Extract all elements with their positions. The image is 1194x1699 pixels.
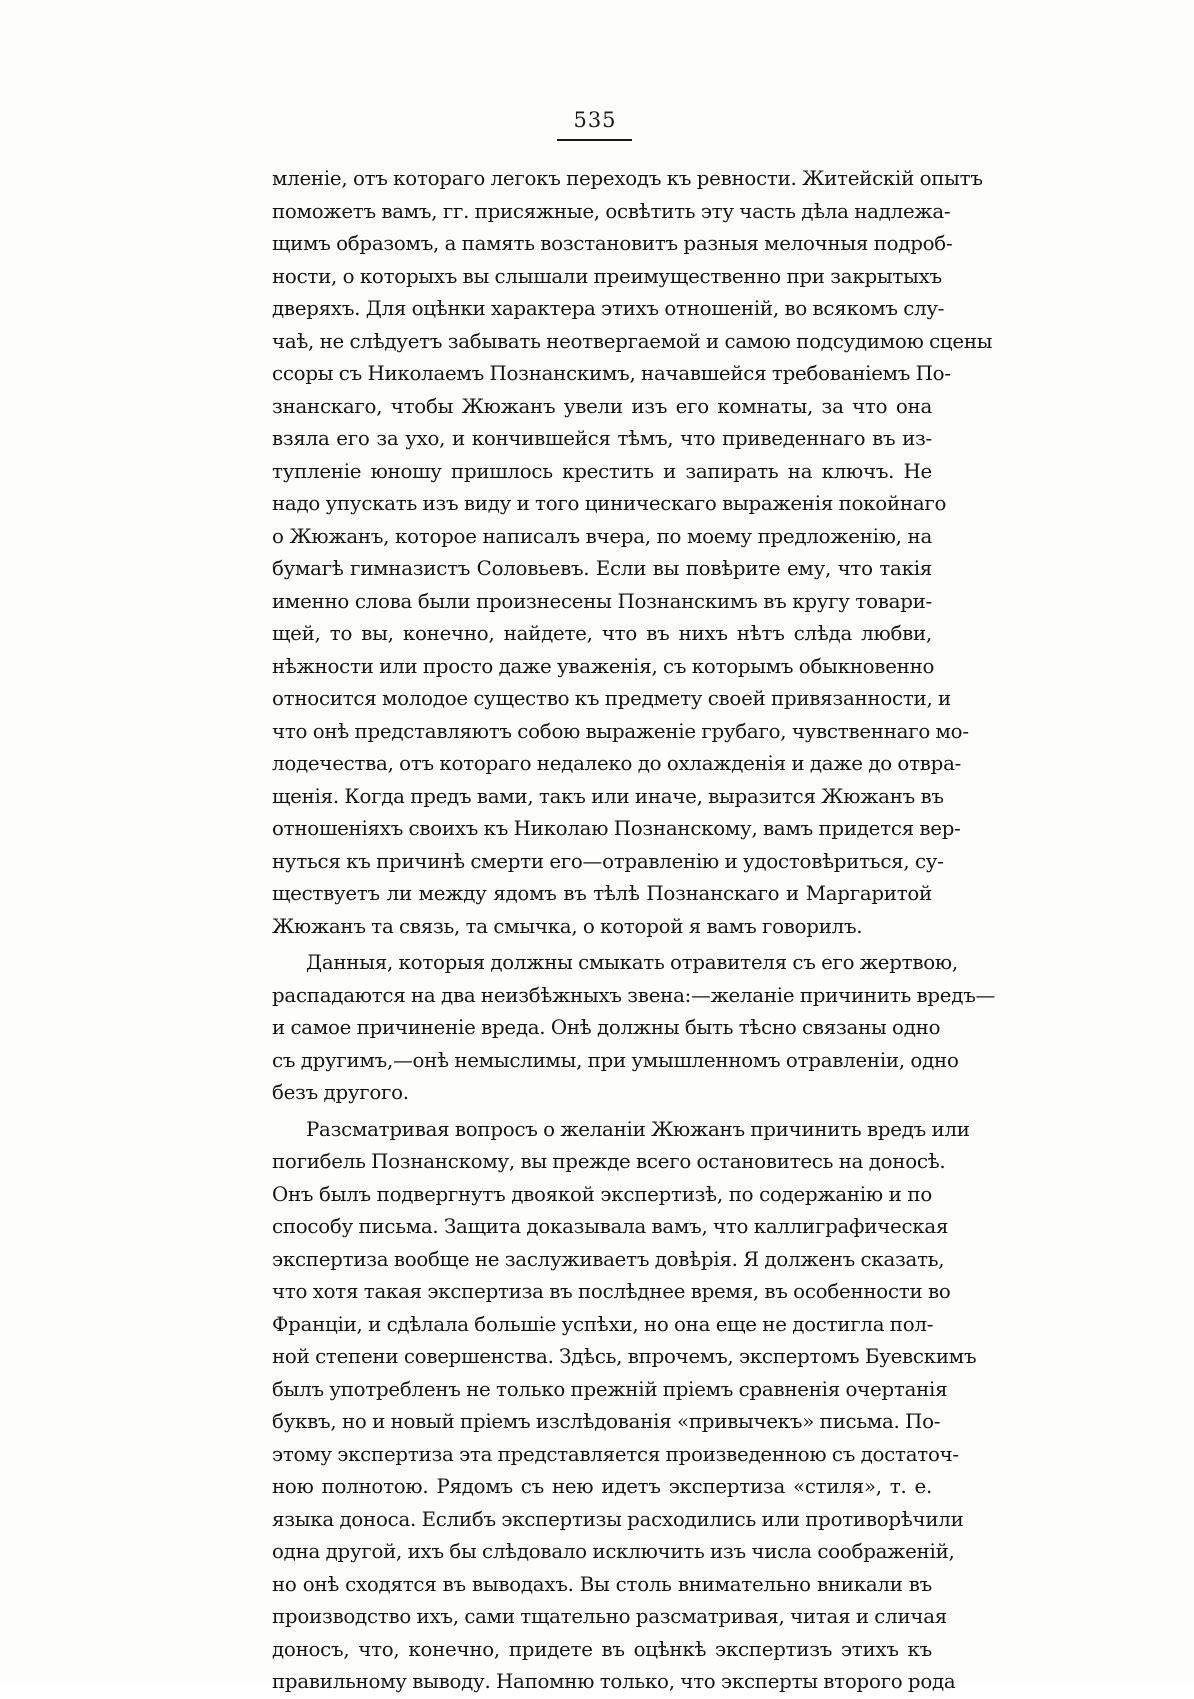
text-line: знанскаго, чтобы Жюжанъ увели изъ его комнаты, за что она [272, 394, 932, 418]
text-line: ною полнотою. Рядомъ съ нею идетъ экспертиза «стиля», т. е. [272, 1475, 932, 1498]
text-line: одна другой, ихъ бы слѣдовало исключить изъ числа соображеній, [272, 1540, 955, 1563]
text-line: Данныя, которыя должны смыкать отравителя съ его жертвою, [306, 951, 958, 974]
text-line: Франціи, и сдѣлала большіе успѣхи, но она еще не достигла пол- [272, 1312, 934, 1336]
paragraph [272, 1114, 977, 1699]
text-line: но онѣ сходятся въ выводахъ. Вы столь внимательно вникали въ [272, 1572, 932, 1596]
text-line: съ другимъ,—онѣ немыслимы, при умышленномъ отравленіи, одно [272, 1048, 959, 1072]
text-line: дверяхъ. Для оцѣнки характера этихъ отношеній, во всякомъ слу- [272, 297, 945, 320]
text-line: тупленіе юношу пришлось крестить и запирать на ключъ. Не [272, 459, 932, 483]
text-line: и самое причиненіе вреда. Онѣ должны быть тѣсно связаны одно [272, 1016, 941, 1039]
text-line: экспертиза вообще не заслуживаетъ довѣрія. Я долженъ сказать, [272, 1247, 945, 1271]
text-line: о Жюжанъ, которое написалъ вчера, по моему предложенію, на [272, 524, 932, 548]
text-line: поможетъ вамъ, гг. присяжные, освѣтить эту часть дѣла надлежа- [272, 199, 951, 223]
text-line: надо упускать изъ виду и того циническаго выраженія покойнаго [272, 492, 947, 515]
paragraph [272, 163, 993, 943]
body-text [272, 163, 996, 1699]
page-number-rule [557, 139, 632, 141]
text-line: бумагѣ гимназистъ Соловьевъ. Если вы повѣрите ему, что такія [272, 557, 932, 580]
text-line: языка доноса. Еслибъ экспертизы расходились или противорѣчили [272, 1507, 964, 1531]
text-line: ществуетъ ли между ядомъ въ тѣлѣ Познанскаго и Маргаритой [272, 882, 932, 905]
text-line: отношеніяхъ своихъ къ Николаю Познанскому, вамъ придется вер- [272, 817, 961, 840]
text-line: правильному выводу. Напомню только, что эксперты второго рода [272, 1670, 956, 1693]
text-line: доносъ, что, конечно, придете въ оцѣнкѣ экспертизъ этихъ къ [272, 1637, 932, 1661]
text-line: относится молодое существо къ предмету своей привязанности, и [272, 687, 951, 710]
text-line: безъ другого. [272, 1081, 409, 1104]
text-line: щей, то вы, конечно, найдете, что въ нихъ нѣтъ слѣда любви, [272, 622, 932, 645]
text-line: мленіе, отъ котораго легокъ переходъ къ ревности. Житейскій опытъ [272, 167, 983, 190]
text-line: ссоры съ Николаемъ Познанскимъ, начавшейся требованіемъ По- [272, 362, 951, 385]
text-line: что онѣ представляютъ собою выраженіе грубаго, чувственнаго мо- [272, 719, 969, 743]
paragraph [272, 947, 996, 1110]
text-line: ности, о которыхъ вы слышали преимущественно при закрытыхъ [272, 264, 942, 288]
text-line: распадаются на два неизбѣжныхъ звена:—желаніе причинить вредъ— [272, 983, 996, 1007]
text-line: именно слова были произнесены Познанскимъ въ кругу товари- [272, 589, 932, 613]
text-line: производство ихъ, сами тщательно разсматривая, читая и сличая [272, 1605, 947, 1628]
text-line: что хотя такая экспертиза въ послѣднее время, въ особенности во [272, 1280, 951, 1303]
page-number: 535 [573, 108, 617, 132]
text-line: погибель Познанскому, вы прежде всего остановитесь на доносѣ. [272, 1150, 946, 1173]
text-line: щенія. Когда предъ вами, такъ или иначе, выразится Жюжанъ въ [272, 784, 944, 808]
text-line: Жюжанъ та связь, та смычка, о которой я вамъ говорилъ. [272, 914, 863, 938]
text-line: лодечества, отъ котораго недалеко до охлажденія и даже до отвра- [272, 752, 962, 775]
text-line: ной степени совершенства. Здѣсь, впрочемъ, экспертомъ Буевскимъ [272, 1345, 977, 1368]
text-line: былъ употребленъ не только прежній пріемъ сравненія очертанія [272, 1377, 948, 1401]
text-line: чаѣ, не слѣдуетъ забывать неотвергаемой и самою подсудимою сцены [272, 329, 993, 353]
text-line: Онъ былъ подвергнутъ двоякой экспертизѣ, по содержанію и по [272, 1182, 932, 1206]
text-line: Разсматривая вопросъ о желаніи Жюжанъ причинить вредъ или [306, 1117, 970, 1141]
text-line: нуться къ причинѣ смерти его—отравленію и удостовѣриться, су- [272, 849, 944, 873]
text-line: взяла его за ухо, и кончившейся тѣмъ, что приведеннаго въ из- [272, 427, 932, 450]
text-line: этому экспертиза эта представляется произведенною съ достаточ- [272, 1442, 959, 1466]
text-line: буквъ, но и новый пріемъ изслѣдованія «привычекъ» письма. По- [272, 1410, 941, 1433]
text-line: щимъ образомъ, а память возстановитъ разныя мелочныя подроб- [272, 232, 953, 255]
text-line: способу письма. Защита доказывала вамъ, что каллиграфическая [272, 1215, 949, 1238]
text-line: нѣжности или просто даже уваженія, съ которымъ обыкновенно [272, 654, 935, 678]
